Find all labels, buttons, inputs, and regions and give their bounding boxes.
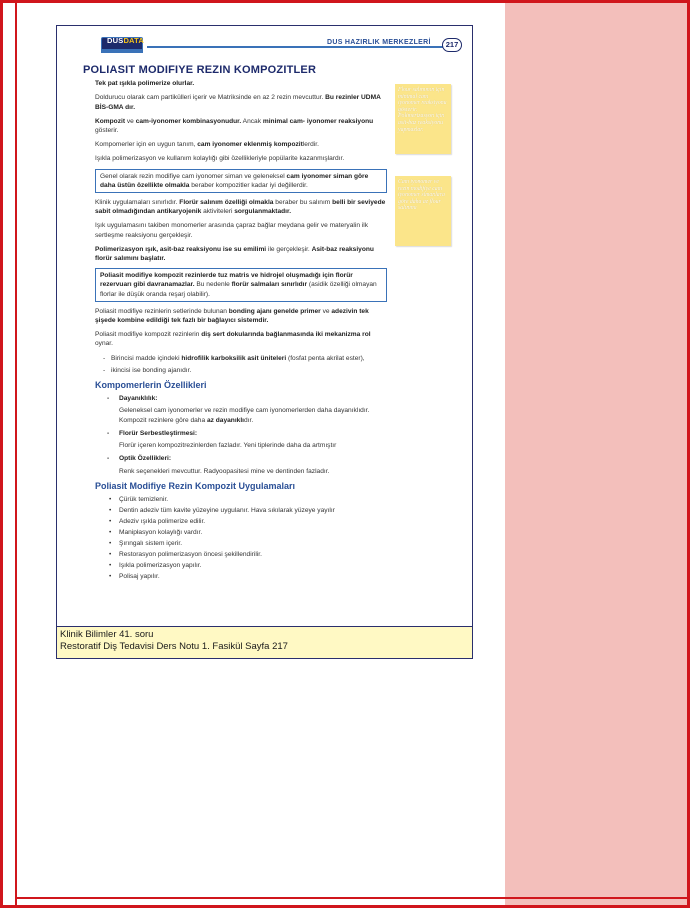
paragraph: Polimerizasyon ışık, asit-baz reaksiyonu ise su emilimi ile gerçekleşir. Asit-baz reaksiyonu florür salımını başlatır.	[95, 245, 374, 263]
footer-line: Restoratif Diş Tedavisi Ders Notu 1. Fasikül Sayfa 217	[60, 641, 288, 652]
paragraph: Poliasit modifiye rezinlerin setlerinde bulunan bonding ajanı genelde primer ve adezivin tek şişede kombine edildiği tek fazlı bir bağlayıcı sistemdir.	[95, 307, 369, 325]
paragraph: Kompozit ve cam-iyonomer kombinasyonudur. Ancak minimal cam- iyonomer reaksiyonu gösterir.	[95, 117, 374, 135]
list-item: - ikincisi ise bonding ajanıdır.	[103, 366, 192, 374]
margin-note: Cam iyonomer ve rezin modifiye cam iyonomer simanlara göre daha az flour salınımı	[395, 176, 451, 246]
bottom-border	[15, 897, 687, 899]
list-item: - Birincisi madde içindeki hidrofilik karboksilik asit üniteleri (fosfat penta akrilat ester),	[103, 354, 365, 362]
header-rule	[147, 46, 447, 48]
highlight-box: Poliasit modifiye kompozit rezinlerde tuz matris ve hidrojel oluşmadığı için florür rezervuarı gibi davranamazlar. Bu nedenle florür salmaları sınırlıdır (asidik özelliği olmayan florlar ile düşük oranda reşarj olabilir).	[95, 268, 387, 302]
source-footer	[57, 626, 472, 659]
paragraph: Işık uygulamasını takiben monomerler arasında çapraz bağlar meydana gelir ve materyalin ilk sertleşme reaksiyonu gerçekleşir.	[95, 222, 369, 239]
page-header	[57, 26, 472, 66]
property-body: Florür içeren kompozitrezinlerden fazladır. Yeni tiplerinde daha da artmıştır	[119, 442, 337, 450]
paragraph: Tek pat ışıkla polimerize olurlar.	[95, 80, 195, 88]
list-item: • Restorasyon polimerizasyon öncesi şekillendirilir.	[109, 550, 262, 558]
section-title: POLIASIT MODIFIYE REZIN KOMPOZITLER	[83, 64, 317, 76]
list-item: • Polisaj yapılır.	[109, 572, 160, 580]
list-item: • Çürük temizlenir.	[109, 495, 169, 503]
highlight-box: Genel olarak rezin modifiye cam iyonomer siman ve geleneksel cam iyonomer siman göre daha üstün özellikte olmakla beraber kompozitler kadar iyi değillerdir.	[95, 169, 387, 193]
list-item: • Işıkla polimerizasyon yapılır.	[109, 561, 202, 569]
list-item: • Adeziv ışıkla polimerize edilir.	[109, 517, 206, 525]
paragraph: Işıkla polimerizasyon ve kullanım kolaylığı gibi özellikleriyle popülarite kazanmışlardır.	[95, 155, 345, 163]
list-item: • Dentin adeziv tüm kavite yüzeyine uygulanır. Hava sıkılarak yüzeye yayılır	[109, 506, 335, 514]
paragraph: Poliasit modifiye kompozit rezinlerin diş sert dokularında bağlanmasında iki mekanizma rol oynar.	[95, 331, 371, 348]
page-content	[83, 64, 387, 583]
property-heading: - Florür Serbestleştirmesi:	[107, 429, 198, 437]
side-strip	[505, 3, 687, 905]
left-border	[15, 3, 17, 905]
margin-note: Flour salınımın için minimal cam iyonomer reaksiyonu gösterir. Polimerizasyon için asit-baz reaksiyonu yapmazlar.	[395, 84, 451, 154]
document-page	[56, 25, 473, 659]
paragraph: Kompomerler için en uygun tanım, cam iyonomer eklenmiş kompozitlerdir.	[95, 141, 319, 149]
paragraph: Klinik uygulamaları sınırlıdır. Florür salınım özelliği olmakla beraber bu salınım belli bir seviyede sabit olmadığından antikaryojenik aktiviteleri sorgulanmaktadır.	[95, 199, 386, 216]
property-heading: - Optik Özellikleri:	[107, 455, 172, 463]
footer-line: Klinik Bilimler 41. soru	[60, 629, 154, 640]
property-body: Renk seçenekleri mevcuttur. Radyoopasitesi mine ve dentinden fazladır.	[119, 467, 330, 475]
property-body: Geleneksel cam iyonomerler ve rezin modifiye cam iyonomerlerden daha dayanıklıdır. Kompozit rezinlere göre daha az dayanıklıdır.	[119, 407, 370, 424]
properties-heading: Kompomerlerin Özellikleri	[95, 380, 207, 391]
property-heading: - Dayanıklılık:	[107, 395, 158, 403]
applications-heading: Poliasit Modifiye Rezin Kompozit Uygulamaları	[95, 480, 296, 491]
list-item: • Manipłasyon kolaylığı vardır.	[109, 528, 203, 536]
paragraph: Doldurucu olarak cam partikülleri içerir ve Matriksinde en az 2 rezin mevcuttur. Bu rezinler UDMA BİS-GMA dır.	[95, 94, 381, 111]
running-title: DUS HAZIRLIK MERKEZLERİ	[327, 39, 431, 46]
dusdata-logo: DUSDATA	[101, 34, 143, 54]
page-number: 217	[442, 38, 462, 52]
list-item: • Şırıngalı sistem içerir.	[109, 539, 183, 547]
